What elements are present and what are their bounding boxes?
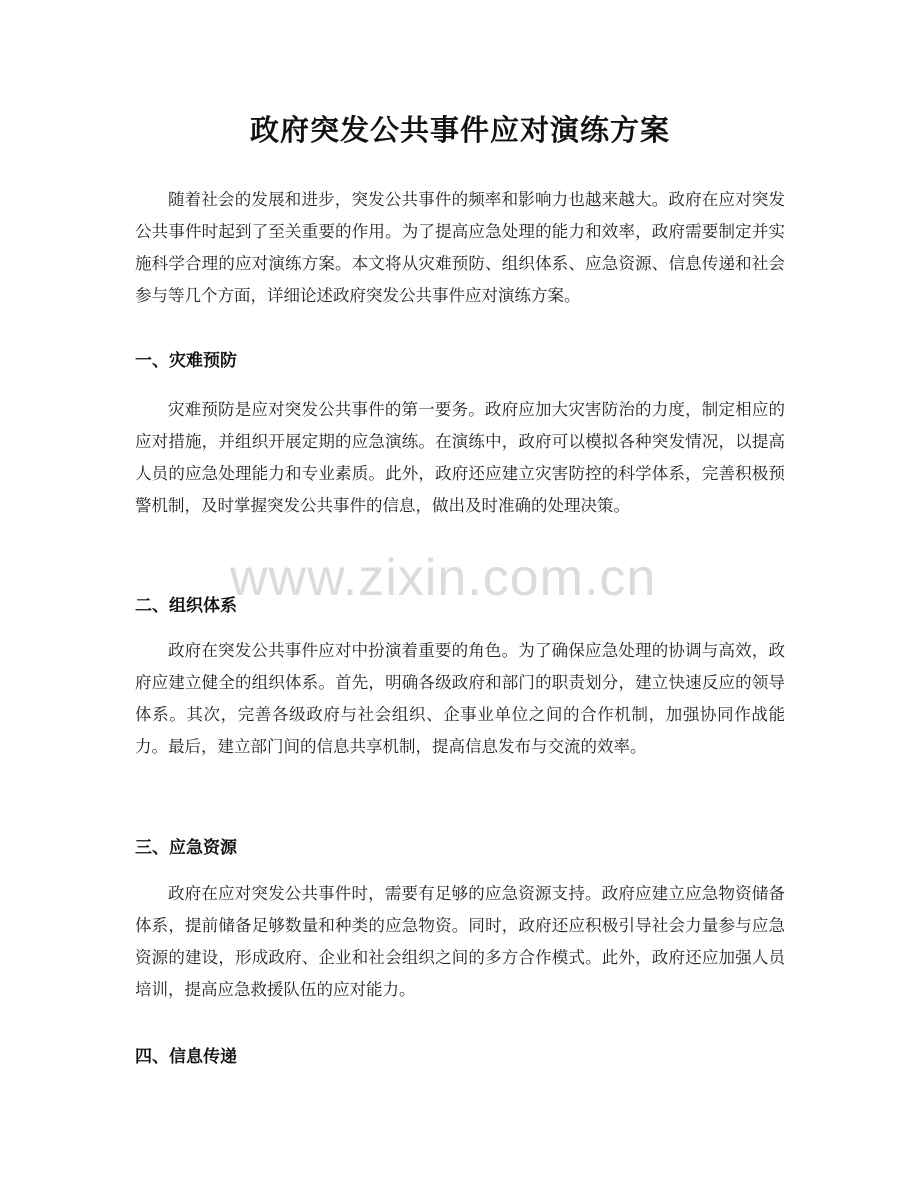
section-body-disaster-prevention: 灾难预防是应对突发公共事件的第一要务。政府应加大灾害防治的力度，制定相应的应对措施，并组织开展定期的应急演练。在演练中，政府可以模拟各种突发情况，以提高人员的应急处理能力和专业素质。此外，政府还应建立灾害防控的科学体系，完善积极预警机制，及时掌握突发公共事件的信息，做出及时准确的处理决策。: [135, 400, 785, 515]
document-title: 政府突发公共事件应对演练方案: [249, 113, 670, 147]
section-heading-organization: 二、组织体系: [135, 596, 237, 616]
section-heading-information: 四、信息传递: [135, 1047, 237, 1067]
watermark: www.zixin.com.cn: [230, 549, 657, 607]
section-body-emergency-resources: 政府在应对突发公共事件时，需要有足够的应急资源支持。政府应建立应急物资储备体系，提前储备足够数量和种类的应急物资。同时，政府还应积极引导社会力量参与应急资源的建设，形成政府、企业和社会组织之间的多方合作模式。此外，政府还应加强人员培训，提高应急救援队伍的应对能力。: [135, 884, 785, 999]
section-heading-emergency-resources: 三、应急资源: [135, 838, 237, 858]
section-heading-disaster-prevention: 一、灾难预防: [135, 351, 237, 371]
section-body-organization: 政府在突发公共事件应对中扮演着重要的角色。为了确保应急处理的协调与高效，政府应建立健全的组织体系。首先，明确各级政府和部门的职责划分，建立快速反应的领导体系。其次，完善各级政府与社会组织、企事业单位之间的合作机制，加强协同作战能力。最后，建立部门间的信息共享机制，提高信息发布与交流的效率。: [135, 641, 785, 756]
intro-paragraph: 随着社会的发展和进步，突发公共事件的频率和影响力也越来越大。政府在应对突发公共事件时起到了至关重要的作用。为了提高应急处理的能力和效率，政府需要制定并实施科学合理的应对演练方案。本文将从灾难预防、组织体系、应急资源、信息传递和社会参与等几个方面，详细论述政府突发公共事件应对演练方案。: [135, 190, 785, 305]
